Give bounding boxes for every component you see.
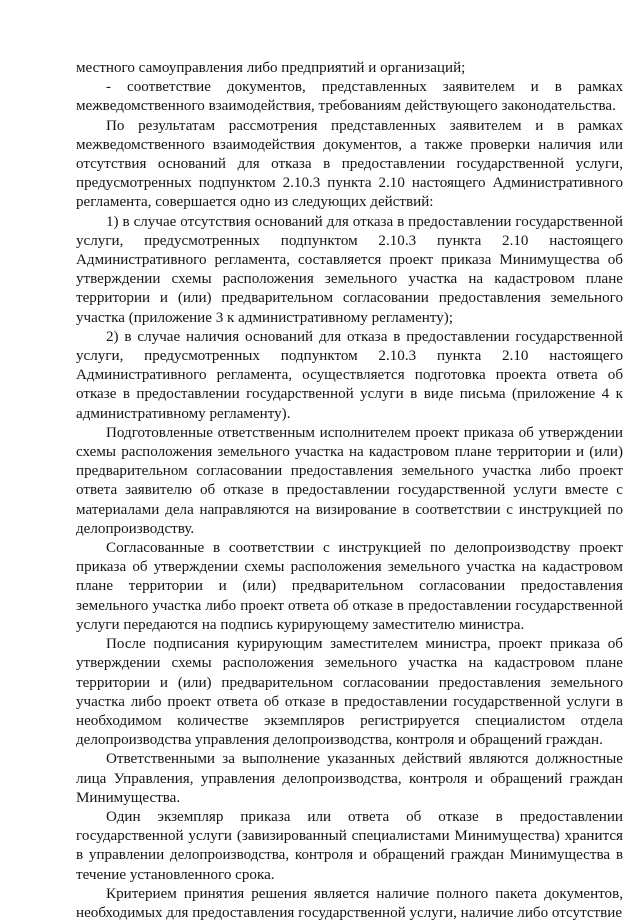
paragraph-after-signing: После подписания курирующим заместителем министра, проект приказа об утверждении схемы расположения земельного участка на кадастровом плане территории и (или) предварительном согласовании предоставления земельного участка либо проект ответа об отказе в предоставлении государственной услуги в необходимом количестве экземпляров регистрируется специалистом отдела делопроизводства управления делопроизводства, контроля и обращений граждан. [76, 636, 623, 749]
paragraph-action-1: 1) в случае отсутствия оснований для отказа в предоставлении государственной услуги, предусмотренных подпунктом 2.10.3 пункта 2.10 настоящего Административного регламента, составляется проект приказа Минимущества об утверждении схемы расположения земельного участка на кадастровом плане территории и (или) предварительном согласовании предоставления земельного участка (приложение 3 к административному регламенту); [76, 213, 623, 326]
paragraph-requirement: - соответствие документов, представленных заявителем и в рамках межведомственного взаимодействия, требованиям действующего законодательства. [76, 79, 623, 115]
paragraph-prepared-drafts: Подготовленные ответственным исполнителем проект приказа об утверждении схемы расположения земельного участка на кадастровом плане территории и (или) предварительном согласовании предоставления земельного участка либо проект ответа заявителю об отказе в предоставлении государственной услуги вместе с материалами дела направляются на визирование в соответствии с инструкцией по делопроизводству. [76, 424, 623, 537]
paragraph-responsible: Ответственными за выполнение указанных действий являются должностные лица Управления, управления делопроизводства, контроля и обращений граждан Минимущества. [76, 751, 623, 806]
paragraph-approved-drafts: Согласованные в соответствии с инструкцией по делопроизводству проект приказа об утверждении схемы расположения земельного участка на кадастровом плане территории и (или) предварительном согласовании предоставления земельного участка либо проект ответа об отказе в предоставлении государственной услуги передаются на подпись курирующему заместителю министра. [76, 540, 623, 633]
paragraph-criterion: Критерием принятия решения является наличие полного пакета документов, необходимых для предоставления государственной услуги, наличие либо отсутствие [76, 885, 623, 921]
document-page [76, 59, 623, 923]
paragraph-review-results: По результатам рассмотрения представленных заявителем и в рамках межведомственного взаимодействия документов, а также проверки наличия или отсутствия оснований для отказа в предоставлении государственной услуги, предусмотренных подпунктом 2.10.3 пункта 2.10 настоящего Административного регламента, совершается одно из следующих действий: [76, 117, 623, 211]
paragraph-continuation: местного самоуправления либо предприятий и организаций; [76, 60, 466, 76]
paragraph-action-2: 2) в случае наличия оснований для отказа в предоставлении государственной услуги, предусмотренных подпунктом 2.10.3 пункта 2.10 настоящего Административного регламента, осуществляется подготовка проекта ответа об отказе в предоставлении государственной услуги в виде письма (приложение 4 к административному регламенту). [76, 328, 623, 422]
paragraph-storage: Один экземпляр приказа или ответа об отказе в предоставлении государственной услуги (завизированный специалистами Минимущества) хранится в управлении делопроизводства, контроля и обращений граждан Минимущества в течение установленного срока. [76, 808, 623, 883]
